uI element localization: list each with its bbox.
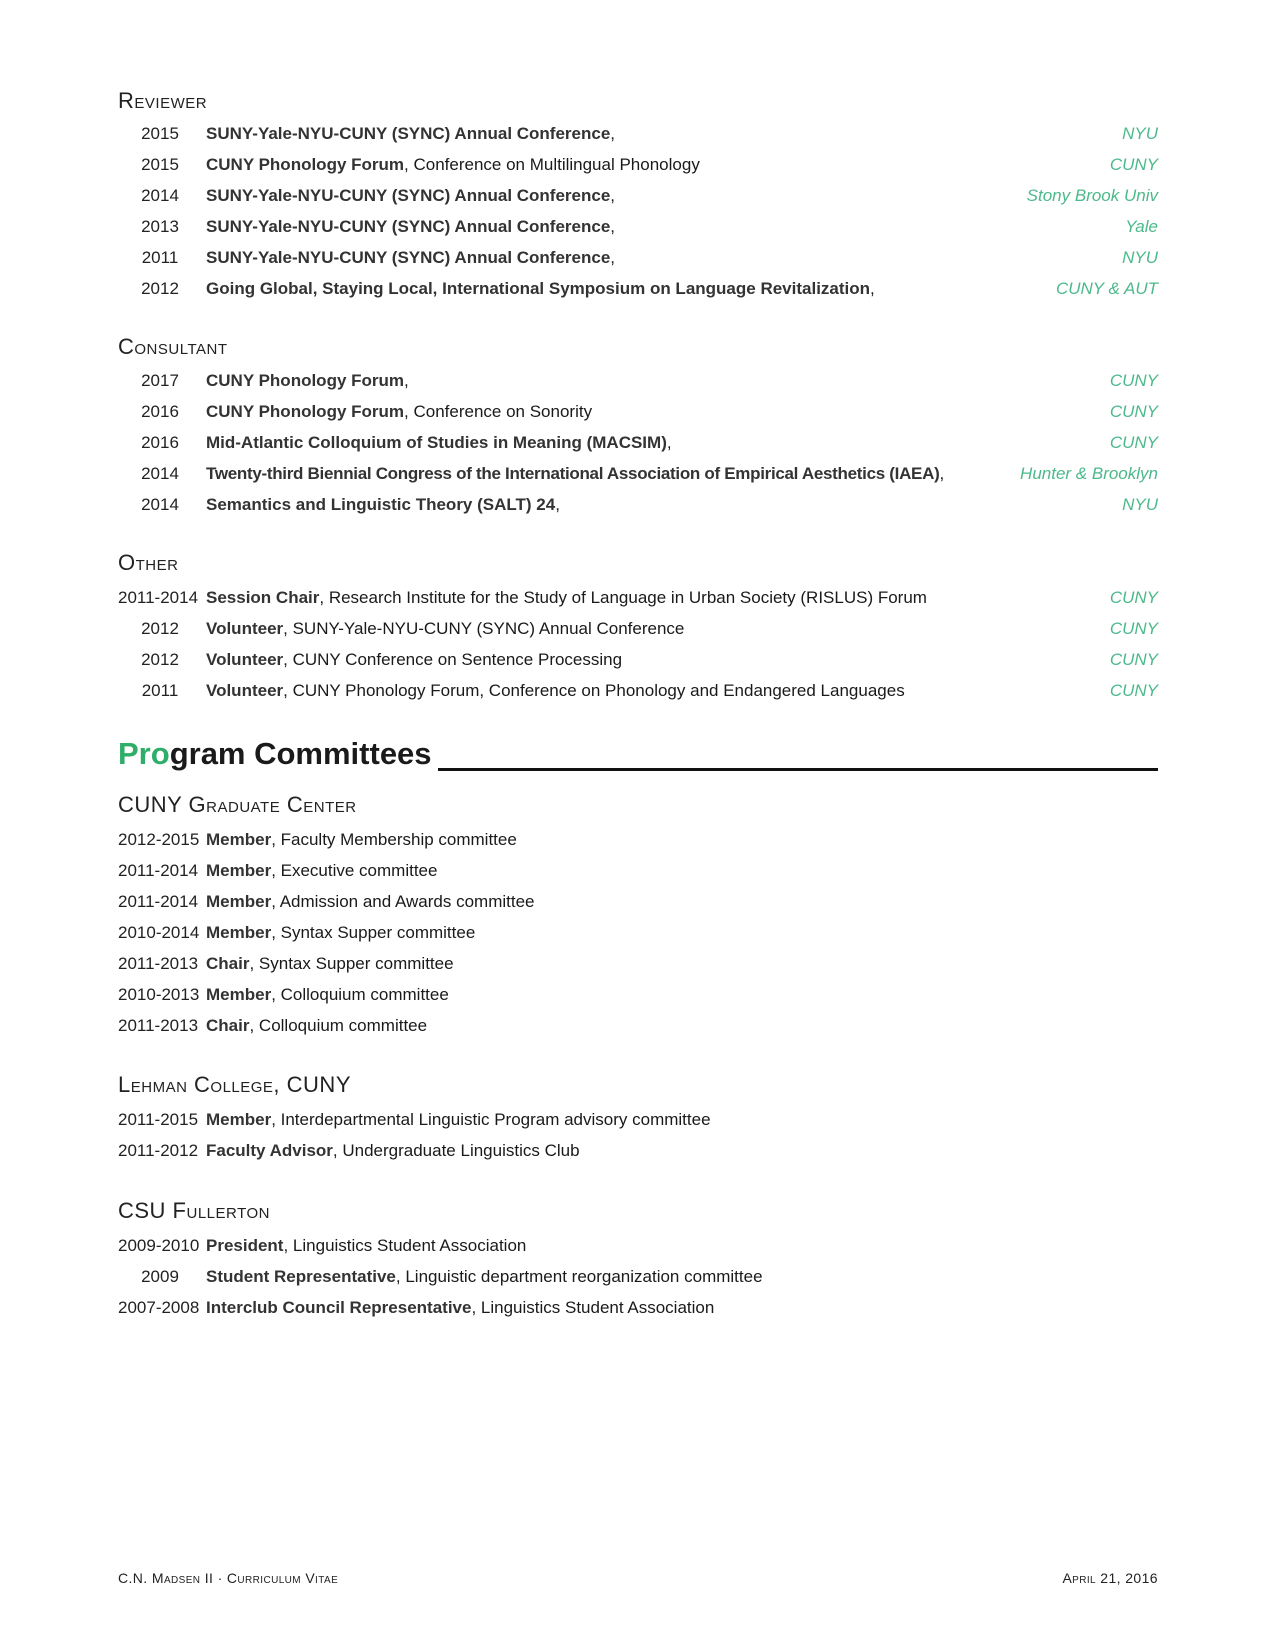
entry-description: SUNY-Yale-NYU-CUNY (SYNC) Annual Conference, xyxy=(206,248,616,267)
section-title-program-committees xyxy=(118,736,432,772)
entry-date: 2012 xyxy=(141,650,179,669)
entry-location: NYU xyxy=(1122,248,1158,267)
entry-description: Faculty Advisor, Undergraduate Linguistics Club xyxy=(206,1141,580,1160)
entry-date: 2014 xyxy=(141,186,179,205)
entry-date: 2017 xyxy=(141,371,179,390)
entry-date: 2016 xyxy=(141,433,179,452)
entry-location: Yale xyxy=(1125,217,1158,236)
reviewer-row xyxy=(118,183,1158,209)
entry-description: Member, Executive committee xyxy=(206,861,438,880)
section-rule xyxy=(438,768,1158,771)
consultant-row xyxy=(118,368,1158,394)
entry-date: 2011 xyxy=(141,681,179,700)
entry-location: CUNY xyxy=(1109,402,1158,421)
entry-location: CUNY xyxy=(1109,155,1158,174)
entry-description: Going Global, Staying Local, International Symposium on Language Revitalization, xyxy=(206,279,875,298)
committee-row xyxy=(118,827,1158,853)
other-row xyxy=(118,678,1158,704)
entry-description: Mid-Atlantic Colloquium of Studies in Meaning (MACSIM), xyxy=(206,433,672,452)
entry-date: 2014 xyxy=(141,464,179,483)
entry-date: 2011-2013 xyxy=(118,1016,199,1035)
entry-date: 2010-2013 xyxy=(118,985,200,1004)
lehman-heading: Lehman College, CUNY xyxy=(118,1072,351,1097)
entry-date: 2016 xyxy=(141,402,179,421)
entry-description: CUNY Phonology Forum, Conference on Sonority xyxy=(206,402,593,421)
entry-description: Student Representative, Linguistic department reorganization committee xyxy=(206,1267,763,1286)
entry-location: CUNY xyxy=(1109,650,1158,669)
committee-row xyxy=(118,982,1158,1008)
reviewer-row xyxy=(118,121,1158,147)
entry-description: Interclub Council Representative, Linguistics Student Association xyxy=(206,1298,715,1317)
entry-description: Member, Colloquium committee xyxy=(206,985,449,1004)
entry-location: CUNY xyxy=(1109,371,1158,390)
entry-date: 2011-2014 xyxy=(118,892,199,911)
committee-row xyxy=(118,920,1158,946)
reviewer-heading: Reviewer xyxy=(118,88,208,113)
entry-date: 2012 xyxy=(141,279,179,298)
entry-date: 2007-2008 xyxy=(118,1298,200,1317)
reviewer-row xyxy=(118,214,1158,240)
footer-date: April 21, 2016 xyxy=(1062,1570,1158,1586)
entry-location: NYU xyxy=(1122,495,1158,514)
entry-date: 2011-2014 xyxy=(118,588,199,607)
committee-row xyxy=(118,1013,1158,1039)
entry-description: President, Linguistics Student Association xyxy=(206,1236,527,1255)
entry-date: 2015 xyxy=(141,124,179,143)
entry-location: CUNY & AUT xyxy=(1055,279,1158,298)
entry-date: 2014 xyxy=(141,495,179,514)
entry-date: 2010-2014 xyxy=(118,923,200,942)
entry-location: Hunter & Brooklyn xyxy=(1020,464,1158,483)
entry-location: CUNY xyxy=(1109,433,1158,452)
entry-date: 2009-2010 xyxy=(118,1236,200,1255)
committee-row xyxy=(118,889,1158,915)
entry-description: CUNY Phonology Forum, xyxy=(206,371,409,390)
cuny-gc-heading: CUNY Graduate Center xyxy=(118,792,357,817)
committee-row xyxy=(118,951,1158,977)
entry-description: Volunteer, CUNY Phonology Forum, Conference on Phonology and Endangered Languages xyxy=(206,681,905,700)
consultant-row xyxy=(118,461,1158,487)
entry-description: Volunteer, SUNY-Yale-NYU-CUNY (SYNC) Annual Conference xyxy=(206,619,685,638)
entry-description: Semantics and Linguistic Theory (SALT) 24, xyxy=(206,495,560,514)
reviewer-row xyxy=(118,245,1158,271)
entry-date: 2011-2014 xyxy=(118,861,199,880)
consultant-row xyxy=(118,492,1158,518)
entry-location: Stony Brook Univ xyxy=(1026,186,1158,205)
entry-description: Member, Admission and Awards committee xyxy=(206,892,535,911)
entry-date: 2011-2013 xyxy=(118,954,199,973)
entry-description: Volunteer, CUNY Conference on Sentence Processing xyxy=(206,650,623,669)
entry-description: Member, Faculty Membership committee xyxy=(206,830,517,849)
committee-row xyxy=(118,858,1158,884)
committee-row xyxy=(118,1264,1158,1290)
entry-date: 2015 xyxy=(141,155,179,174)
other-heading: Other xyxy=(118,550,179,575)
consultant-heading: Consultant xyxy=(118,334,228,359)
reviewer-row xyxy=(118,276,1158,302)
entry-description: Chair, Syntax Supper committee xyxy=(206,954,454,973)
committee-row xyxy=(118,1138,1158,1164)
entry-description: Member, Syntax Supper committee xyxy=(206,923,476,942)
entry-date: 2011-2015 xyxy=(118,1110,199,1129)
footer-author: C.N. Madsen II · Curriculum Vitae xyxy=(118,1570,339,1586)
csuf-heading: CSU Fullerton xyxy=(118,1198,270,1223)
entry-location: NYU xyxy=(1122,124,1158,143)
entry-description: Member, Interdepartmental Linguistic Program advisory committee xyxy=(206,1110,711,1129)
other-row xyxy=(118,616,1158,642)
entry-date: 2013 xyxy=(141,217,179,236)
entry-description: SUNY-Yale-NYU-CUNY (SYNC) Annual Conference, xyxy=(206,217,616,236)
committee-row xyxy=(118,1295,1158,1321)
entry-description: SUNY-Yale-NYU-CUNY (SYNC) Annual Conference, xyxy=(206,124,616,143)
entry-description: SUNY-Yale-NYU-CUNY (SYNC) Annual Conference, xyxy=(206,186,616,205)
other-row xyxy=(118,585,1158,611)
consultant-row xyxy=(118,399,1158,425)
entry-description: CUNY Phonology Forum, Conference on Multilingual Phonology xyxy=(206,155,700,174)
entry-date: 2012-2015 xyxy=(118,830,200,849)
entry-date: 2012 xyxy=(141,619,179,638)
reviewer-row xyxy=(118,152,1158,178)
other-row xyxy=(118,647,1158,673)
committee-row xyxy=(118,1107,1158,1133)
entry-date: 2009 xyxy=(141,1267,179,1286)
consultant-row xyxy=(118,430,1158,456)
entry-location: CUNY xyxy=(1109,588,1158,607)
entry-location: CUNY xyxy=(1109,681,1158,700)
committee-row xyxy=(118,1233,1158,1259)
entry-description: Session Chair, Research Institute for the Study of Language in Urban Society (RISLUS) Forum xyxy=(206,588,927,607)
entry-description: Chair, Colloquium committee xyxy=(206,1016,428,1035)
entry-description: Twenty-third Biennial Congress of the International Association of Empirical Aesthetics (IAEA), xyxy=(206,464,944,483)
entry-location: CUNY xyxy=(1109,619,1158,638)
section-title-accent: Pro xyxy=(118,736,170,771)
section-title-rest: gram Committees xyxy=(169,736,432,771)
entry-date: 2011-2012 xyxy=(118,1141,199,1160)
entry-date: 2011 xyxy=(141,248,179,267)
